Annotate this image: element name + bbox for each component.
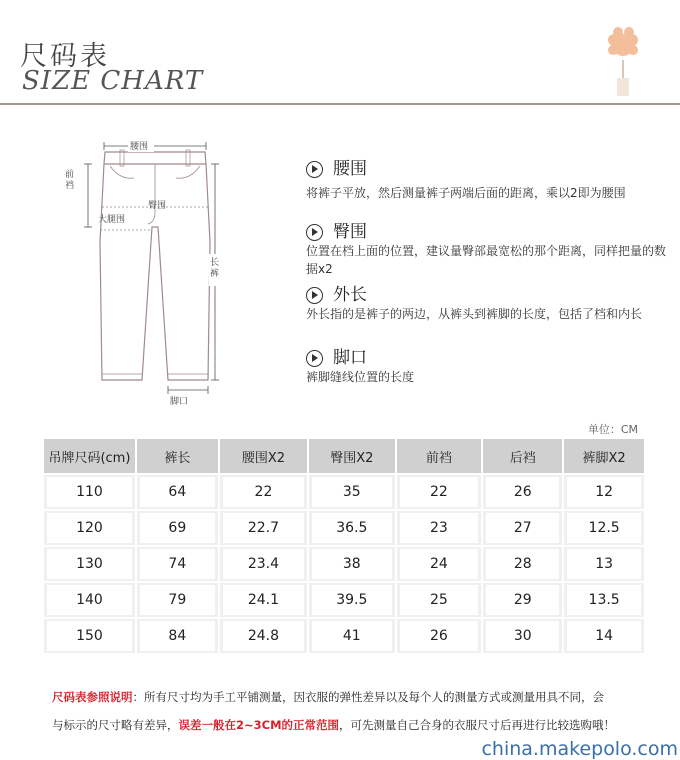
measure-title-text: 腰围: [333, 159, 367, 179]
cell-value: 12.5: [567, 513, 641, 543]
cell-value: 26: [486, 477, 559, 507]
table-cell: [396, 474, 483, 510]
table-cell: [308, 618, 395, 654]
cell-value: 29: [486, 585, 559, 615]
cell-value: 69: [140, 513, 215, 543]
cell-value: 23.4: [223, 549, 304, 579]
table-cell: [219, 618, 308, 654]
cell-value: 38: [312, 549, 391, 579]
table-cell: [136, 582, 219, 618]
table-cell: [482, 510, 563, 546]
play-circle-icon: [306, 161, 323, 178]
note-text: ：所有尺寸均为手工平铺测量，因衣服的弹性差异以及每个人的测量方式或测量用具不同，会: [132, 690, 604, 704]
table-cell: [136, 546, 219, 582]
table-cell: [43, 618, 136, 654]
play-circle-icon: [306, 350, 323, 367]
header-divider: [0, 103, 680, 105]
cell-value: 35: [312, 477, 391, 507]
table-cell: [396, 582, 483, 618]
cell-value: 30: [486, 621, 559, 651]
cell-value: 12: [567, 477, 641, 507]
cell-value: 27: [486, 513, 559, 543]
table-cell: [308, 474, 395, 510]
cell-value: 24.1: [223, 585, 304, 615]
table-cell: [396, 510, 483, 546]
note-line-2: [52, 717, 615, 733]
table-header-cell: 吊牌尺码(cm): [43, 438, 136, 474]
measure-hem-title: [306, 343, 367, 368]
cell-value: 120: [47, 513, 132, 543]
cell-value: 22: [400, 477, 479, 507]
cell-value: 79: [140, 585, 215, 615]
label-waist: 腰围: [130, 142, 149, 152]
table-row: [43, 546, 645, 582]
measure-title-text: 脚口: [333, 348, 367, 368]
table-header-cell: 臀围X2: [308, 438, 395, 474]
measure-title-text: 臀围: [333, 222, 367, 242]
table-cell: [396, 618, 483, 654]
cell-value: 13.5: [567, 585, 641, 615]
cell-value: 84: [140, 621, 215, 651]
measure-outseam-desc: 外长指的是裤子的两边，从裤头到裤脚的长度，包括了档和内长: [306, 307, 643, 321]
cell-value: 13: [567, 549, 641, 579]
cell-value: 39.5: [312, 585, 391, 615]
size-table: [42, 437, 646, 655]
note-line-1: [52, 689, 604, 705]
cell-value: 24: [400, 549, 479, 579]
unit-label: 单位：CM: [587, 423, 638, 436]
table-header-cell: 后裆: [482, 438, 563, 474]
cell-value: 23: [400, 513, 479, 543]
watermark: china.makepolo.com: [481, 738, 678, 760]
cell-value: 14: [567, 621, 641, 651]
table-cell: [136, 474, 219, 510]
table-cell: [563, 546, 645, 582]
label-thigh: 大腿围: [98, 215, 126, 225]
table-cell: [308, 546, 395, 582]
table-cell: [308, 582, 395, 618]
table-cell: [482, 474, 563, 510]
measure-hip-title: [306, 217, 367, 242]
table-cell: [482, 582, 563, 618]
table-cell: [308, 510, 395, 546]
note-heading: 尺码表参照说明: [52, 690, 133, 704]
cell-value: 25: [400, 585, 479, 615]
note-text: ，可先测量自己合身的衣服尺寸后再进行比较选购哦！: [339, 718, 616, 732]
table-header-cell: 裤长: [136, 438, 219, 474]
measure-hip-desc: 位置在档上面的位置，建议量臀部最宽松的那个距离，同样把量的数据x2: [306, 244, 667, 276]
note-text: 与标示的尺寸略有差异，: [52, 718, 179, 732]
measure-waist-desc: 将裤子平放，然后测量裤子两端后面的距离，乘以2即为腰围: [306, 186, 626, 200]
cell-value: 74: [140, 549, 215, 579]
table-row: [43, 510, 645, 546]
table-cell: [136, 618, 219, 654]
table-cell: [43, 582, 136, 618]
table-row: [43, 474, 645, 510]
table-header-cell: 前裆: [396, 438, 483, 474]
cell-value: 140: [47, 585, 132, 615]
table-cell: [219, 546, 308, 582]
table-cell: [563, 474, 645, 510]
table-cell: [482, 546, 563, 582]
cell-value: 22.7: [223, 513, 304, 543]
table-header-row: [43, 438, 645, 474]
table-cell: [43, 474, 136, 510]
title-chinese: 尺码表: [20, 41, 110, 72]
table-header-cell: 腰围X2: [219, 438, 308, 474]
cell-value: 150: [47, 621, 132, 651]
table-cell: [563, 510, 645, 546]
measure-hem-desc: 裤脚缝线位置的长度: [306, 370, 415, 384]
title-english: SIZE CHART: [22, 66, 204, 96]
note-highlight: 误差一般在2~3CM的正常范围: [178, 718, 340, 732]
flower-logo: [598, 20, 648, 100]
table-cell: [563, 582, 645, 618]
play-circle-icon: [306, 287, 323, 304]
table-cell: [396, 546, 483, 582]
cell-value: 24.8: [223, 621, 304, 651]
table-cell: [43, 546, 136, 582]
table-cell: [219, 510, 308, 546]
label-length: 长裤: [210, 258, 220, 279]
label-hip: 臀围: [148, 201, 167, 211]
cell-value: 28: [486, 549, 559, 579]
table-row: [43, 582, 645, 618]
table-cell: [219, 582, 308, 618]
measure-outseam-title: [306, 280, 367, 305]
cell-value: 64: [140, 477, 215, 507]
label-front-rise: 前裆: [65, 170, 75, 191]
measure-title-text: 外长: [333, 285, 367, 305]
cell-value: 26: [400, 621, 479, 651]
table-cell: [563, 618, 645, 654]
table-header-cell: 裤脚X2: [563, 438, 645, 474]
play-circle-icon: [306, 224, 323, 241]
label-hem: 脚口: [170, 397, 189, 407]
cell-value: 41: [312, 621, 391, 651]
table-cell: [136, 510, 219, 546]
cell-value: 130: [47, 549, 132, 579]
table-cell: [482, 618, 563, 654]
measure-waist-title: [306, 154, 367, 179]
table-cell: [43, 510, 136, 546]
cell-value: 110: [47, 477, 132, 507]
cell-value: 36.5: [312, 513, 391, 543]
table-row: [43, 618, 645, 654]
pants-diagram: [60, 132, 230, 412]
table-cell: [219, 474, 308, 510]
cell-value: 22: [223, 477, 304, 507]
